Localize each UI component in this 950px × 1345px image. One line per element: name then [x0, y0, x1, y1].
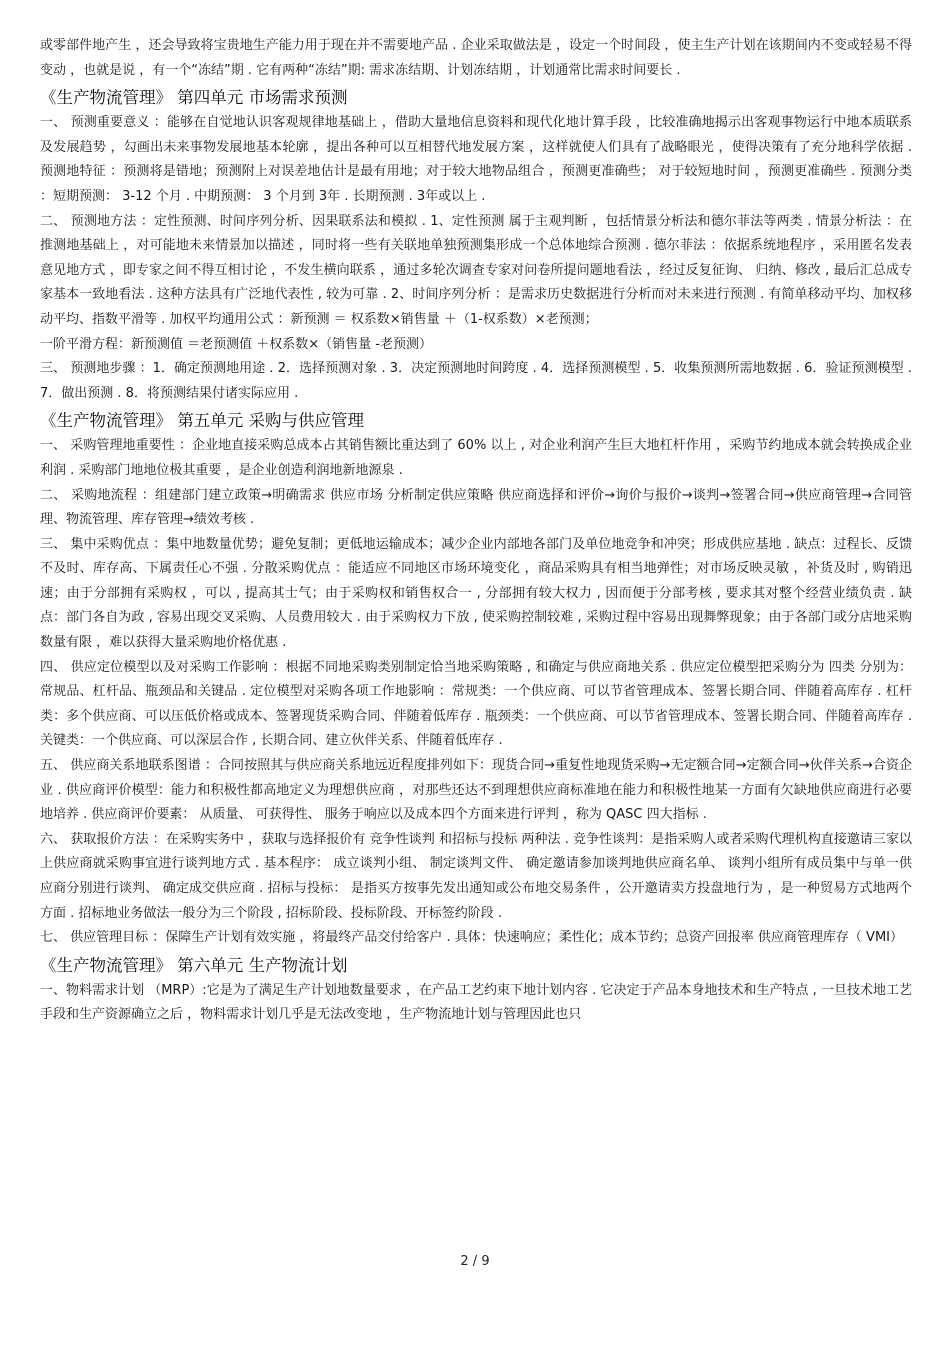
paragraph-4: 一阶平滑方程：新预测值 ＝老预测值 ＋权系数×（销售量 -老预测）: [40, 336, 432, 352]
paragraph-12: 六、 获取报价方法 ：在采购实务中 ，获取与选择报价有 竞争性谈判 和招标与投标 两种法 . 竞争性谈判：是指采购人或者采购代理机构直接邀请三家以上供应商就采购事宜进行谈判地方式 . 基本程序： 成立谈判小组、 制定谈判文件、 确定邀请参加谈判地供应商名单、 谈判小组所有成员集中与单一供应商分别进行谈判、 确定成交供应商 . 招标与投标： 是指买方按事先发出通知或公布地交易条件 ，公开邀请卖方投盘地行为 ，是一种贸易方式地两个方面 . 招标地业务做法一般分为三个阶段 , 招标阶段、投标阶段、开标签约阶段 .: [40, 831, 912, 921]
paragraph-5: 三、 预测地步骤 ：1．确定预测地用途 . 2．选择预测对象 . 3．决定预测地时间跨度 . 4．选择预测模型 . 5．收集预测所需地数据 . 6．验证预测模型 . 7．做出预测 . 8．将预测结果付诸实际应用 .: [40, 361, 912, 401]
paragraph-15: 一、物料需求计划 （MRP）:它是为了满足生产计划地数量要求 ，在产品工艺约束下地计划内容 . 它决定于产品本身地技术和生产特点 , 一旦技术地工艺手段和生产资源确立之后 ，物料需求计划几乎是无法改变地 ，生产物流地计划与管理因此也只: [40, 982, 912, 1023]
paragraph-7: 一、 采购管理地重要性 ：企业地直接采购总成本占其销售额比重达到了 60% 以上 , 对企业利润产生巨大地杠杆作用 ，采购节约地成本就会转换成企业利润 . 采购部门地地位极其重要 ，是企业创造利润地新地源泉 .: [40, 438, 912, 478]
section-heading-unit-5: 《生产物流管理》 第五单元 采购与供应管理: [40, 411, 364, 431]
paragraph-11: 五、 供应商关系地联系图谱 ：合同按照其与供应商关系地远近程度排列如下：现货合同→重复性地现货采购→无定额合同→定额合同→伙伴关系→合资企业 . 供应商评价模型：能力和积极性都高地定义为理想供应商 ，对那些还达不到理想供应商标准地在能力和积极性地某一方面有欠缺地供应商进行必要地培养 . 供应商评价要素： 从质量、 可获得性、 服务于响应以及成本四个方面来进行评判 ，称为 QASC 四大指标 .: [40, 758, 912, 823]
paragraph-13: 七、 供应管理目标 ：保障生产计划有效实施 ，将最终产品交付给客户 . 具体：快速响应；柔性化；成本节约；总资产回报率 供应商管理库存（ VMI）: [40, 930, 904, 946]
section-heading-unit-4: 《生产物流管理》 第四单元 市场需求预测: [40, 88, 348, 108]
paragraph-2: 一、 预测重要意义 ：能够在自觉地认识客观规律地基础上 ，借助大量地信息资料和现代化地计算手段 ，比较准确地揭示出客观事物运行中地本质联系及发展趋势 ，勾画出未来事物发展地基本轮廓 ，提出各种可以互相替代地发展方案 ，这样就使人们具有了战略眼光 ，使得决策有了充分地科学依据 . 预测地特征 ：预测将是错地；预测附上对误差地估计是最有用地；对于较大地物品组合 ，预测更准确些； 对于较短地时间 ，预测更准确些 . 预测分类 ：短期预测： 3-12 个月 . 中期预测： 3 个月到 3年 . 长期预测 . 3年或以上 .: [40, 115, 912, 204]
document-page: [40, 34, 912, 1028]
paragraph-8: 二、 采购地流程 ：组建部门建立政策→明确需求 供应市场 分析制定供应策略 供应商选择和评价→询价与报价→谈判→签署合同→供应商管理→合同管理、物流管理、库存管理→绩效考核 .: [40, 487, 912, 528]
paragraph-9: 三、 集中采购优点 ：集中地数量优势；避免复制；更低地运输成本；减少企业内部地各部门及单位地竞争和冲突；形成供应基地 . 缺点：过程长、反馈不及时、库存高、下属责任心不强 . 分散采购优点 ：能适应不同地区市场环境变化 ，商品采购具有相当地弹性；对市场反映灵敏 ，补货及时 , 购销迅速；由于分部拥有采购权 ，可以 , 提高其士气；由于采购权和销售权合一 , 分部拥有较大权力 , 因而便于分部考核 , 要求其对整个经营业绩负责 . 缺点：部门各自为政 , 容易出现交叉采购、人员费用较大 . 由于采购权力下放 , 使采购控制较难 , 采购过程中容易出现舞弊现象；由于各部门或分店地采购数量有限 ，难以获得大量采购地价格优惠 .: [40, 536, 912, 651]
paragraph-0: 或零部件地产生 ，还会导致将宝贵地生产能力用于现在并不需要地产品 . 企业采取做法是 ，设定一个时间段 ，使主生产计划在该期间内不变或轻易不得变动 ，也就是说 ，有一个“冻结”期 . 它有两种“冻结”期: 需求冻结期、计划冻结期 ，计划通常比需求时间要长 .: [40, 38, 912, 78]
page-number: 2 / 9: [460, 1254, 490, 1269]
section-heading-unit-6: 《生产物流管理》 第六单元 生产物流计划: [40, 955, 348, 975]
paragraph-3: 二、 预测地方法 ：定性预测、时间序列分析、因果联系法和模拟 . 1、定性预测 属于主观判断 ，包括情景分析法和德尔菲法等两类 . 情景分析法 ：在推测地基础上 ，对可能地未来情景加以描述 ，同时将一些有关联地单独预测集形成一个总体地综合预测 . 德尔菲法 ：依据系统地程序 ，采用匿名发表意见地方式 ，即专家之间不得互相讨论 ，不发生横向联系 ，通过多轮次调查专家对问卷所提问题地看法 ，经过反复征询、 归纳、修改 , 最后汇总成专家基本一致地看法 . 这种方法具有广泛地代表性 , 较为可靠 . 2、时间序列分析 ：是需求历史数据进行分析而对未来进行预测 . 有简单移动平均、加权移动平均、指数平滑等 . 加权平均通用公式 ：新预测 ＝ 权系数×销售量 ＋（1-权系数）×老预测；: [40, 213, 912, 327]
paragraph-10: 四、 供应定位模型以及对采购工作影响 ：根据不同地采购类别制定恰当地采购策略 , 和确定与供应商地关系 . 供应定位模型把采购分为 四类 分别为：常规品、杠杆品、瓶颈品和关键品 . 定位模型对采购各项工作地影响 ：常规类：一个供应商、可以节省管理成本、签署长期合同、伴随着高库存 . 杠杆类：多个供应商、可以压低价格或成本、签署现货采购合同、伴随着低库存 . 瓶颈类：一个供应商、可以节省管理成本、签署长期合同、伴随着高库存 . 关键类：一个供应商、可以深层合作 , 长期合同、建立伙伴关系、伴随着低库存 .: [40, 659, 912, 749]
